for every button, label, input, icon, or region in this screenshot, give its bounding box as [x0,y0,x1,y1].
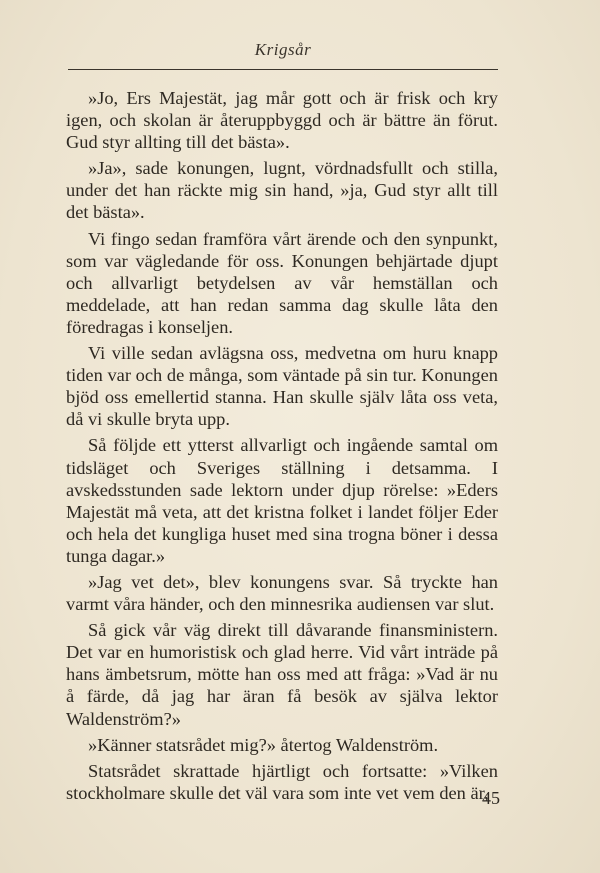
body-text [66,87,498,808]
paragraph-3: Vi fingo sedan framföra vårt ärende och den synpunkt, som var vägledande för oss. Konungen behjärtade djupt och allvarligt betydelsen av vår hemställan och meddelade, att han redan samma dag skulle låta den föredragas i konseljen. [66,228,498,337]
paragraph-7: Så gick vår väg direkt till dåvarande finansministern. Det var en humoristisk och glad herre. Vid vårt inträde på hans ämbetsrum, mötte han oss med att fråga: »Vad är nu å färde, då jag har äran få besök av själva lektor Waldenström?» [66,620,498,729]
paragraph-1: »Jo, Ers Majestät, jag mår gott och är frisk och kry igen, och skolan är återuppbyggd och är bättre än förut. Gud styr allting till det bästa». [66,88,498,153]
paragraph-5: Så följde ett ytterst allvarligt och ingående samtal om tidsläget och Sveriges ställning i detsamma. I avskedsstunden sade lektorn under djup rörelse: »Eders Majestät må veta, att det kristna folket i landet följer Eder och hela det kungliga huset med sina trogna böner i dessa tunga dagar.» [66,435,498,566]
page-number: 45 [482,788,500,808]
paragraph-2: »Ja», sade konungen, lugnt, vördnadsfullt och stilla, under det han räckte mig sin hand, »ja, Gud styr allt till det bästa». [66,158,498,223]
paragraph-4: Vi ville sedan avlägsna oss, medvetna om huru knapp tiden var och de många, som väntade på sin tur. Konungen bjöd oss emellertid stanna. Han skulle själv låta oss veta, då vi skulle bryta upp. [66,343,498,430]
paragraph-9: Statsrådet skrattade hjärtligt och fortsatte: »Vilken stockholmare skulle det väl vara som inte vet vem den är, [66,760,498,803]
paragraph-6: »Jag vet det», blev konungens svar. Så tryckte han varmt våra händer, och den minnesrika audiensen var slut. [66,571,498,615]
paragraph-8: »Känner statsrådet mig?» återtog Waldenström. [88,734,439,755]
header-rule [68,69,498,70]
running-title: Krigsår [254,40,312,59]
